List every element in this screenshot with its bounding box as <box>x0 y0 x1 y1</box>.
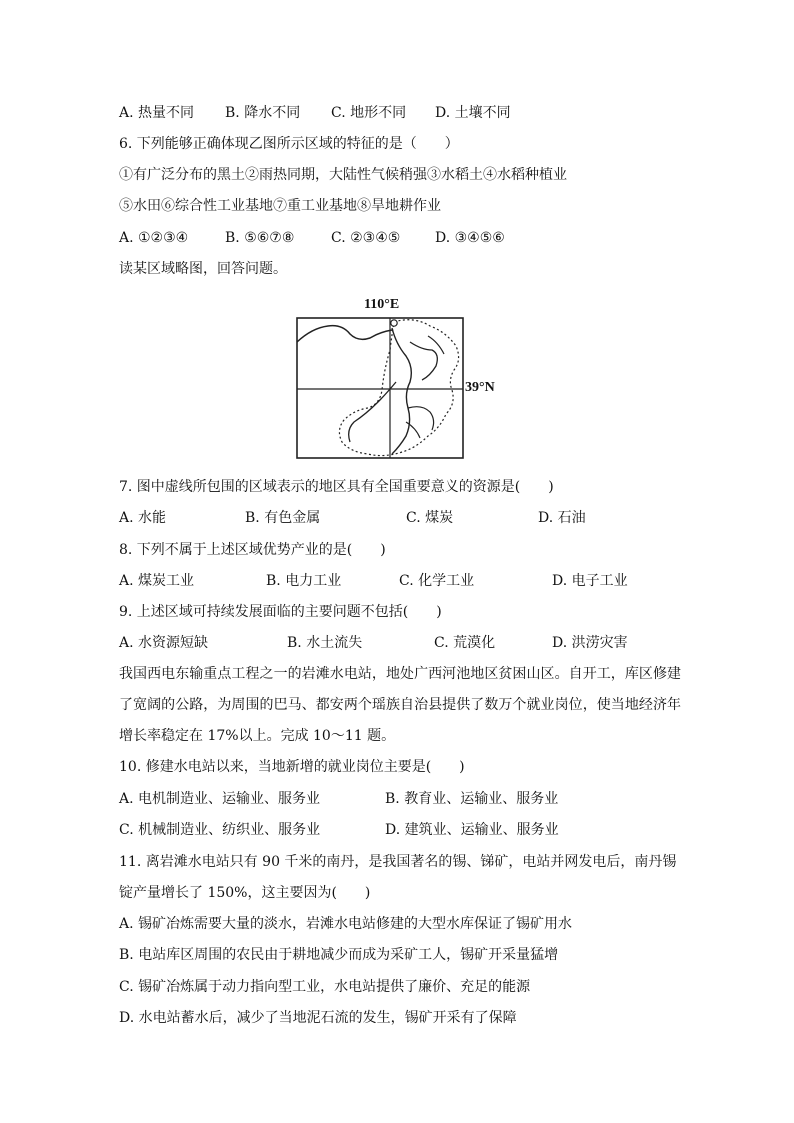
q7-stem: 7. 图中虚线所包围的区域表示的地区具有全国重要意义的资源是( ) <box>119 479 554 495</box>
q5-option-d: D. 土壤不同 <box>435 105 511 121</box>
q7-option-b: B. 有色金属 <box>245 510 321 526</box>
q6-option-c: C. ②③④⑤ <box>331 230 401 246</box>
q11-option-a: A. 锡矿冶炼需要大量的淡水，岩滩水电站修建的大型水库保证了锡矿用水 <box>119 916 573 932</box>
q7-option-a: A. 水能 <box>119 510 167 526</box>
latitude-label: 39°N <box>465 380 495 395</box>
q8-stem: 8. 下列不属于上述区域优势产业的是( ) <box>119 542 386 558</box>
q6-features-line-2: ⑤水田⑥综合性工业基地⑦重工业基地⑧旱地耕作业 <box>119 198 441 214</box>
q9-option-a: A. 水资源短缺 <box>119 635 209 651</box>
region-map-figure <box>296 298 506 460</box>
city-marker <box>391 320 397 326</box>
river-line <box>297 326 392 342</box>
q10-option-a: A. 电机制造业、运输业、服务业 <box>119 791 321 807</box>
q8-option-b: B. 电力工业 <box>266 573 342 589</box>
region-boundary <box>339 320 458 456</box>
q8-option-a: A. 煤炭工业 <box>119 573 195 589</box>
q11-option-c: C. 锡矿冶炼属于动力指向型工业，水电站提供了廉价、充足的能源 <box>119 979 531 995</box>
q9-option-c: C. 荒漠化 <box>434 635 496 651</box>
tributary-2 <box>428 336 444 354</box>
q10-option-b: B. 教育业、运输业、服务业 <box>385 791 559 807</box>
reading-passage: 我国西电东输重点工程之一的岩滩水电站，地处广西河池地区贫困山区。自开工，库区修建了宽阔的公路，为周围的巴马、都安两个瑶族自治县提供了数万个就业岗位，使当地经济年增长率稳定在 17%以上。完成 10～11 题。 <box>119 666 681 744</box>
q6-stem: 6. 下列能够正确体现乙图所示区域的特征的是（ ） <box>119 136 459 152</box>
q9-option-b: B. 水土流失 <box>287 635 363 651</box>
q11-stem-line-1: 11. 离岩滩水电站只有 90 千米的南丹，是我国著名的锡、锑矿，电站并网发电后，南丹锡 <box>119 854 677 870</box>
q8-option-c: C. 化学工业 <box>399 573 475 589</box>
tributary-4 <box>349 382 396 442</box>
q6-option-a: A. ①②③④ <box>119 230 189 246</box>
tributary-1 <box>410 342 437 380</box>
q7-option-d: D. 石油 <box>538 510 586 526</box>
q5-option-a: A. 热量不同 <box>119 105 195 121</box>
q10-option-c: C. 机械制造业、纺织业、服务业 <box>119 822 321 838</box>
map-frame <box>297 318 463 458</box>
q11-stem-line-2: 锭产量增长了 150%，这主要因为( ) <box>119 885 371 901</box>
region-map <box>296 298 506 460</box>
longitude-label: 110°E <box>364 297 400 312</box>
main-river <box>392 328 411 454</box>
q6-option-b: B. ⑤⑥⑦⑧ <box>225 230 295 246</box>
q5-option-c: C. 地形不同 <box>331 105 407 121</box>
q6-features-line-1: ①有广泛分布的黑土②雨热同期，大陆性气候稍强③水稻土④水稻种植业 <box>119 167 567 183</box>
map-intro: 读某区域略图，回答问题。 <box>119 261 287 277</box>
q11-option-d: D. 水电站蓄水后，减少了当地泥石流的发生，锡矿开采有了保障 <box>119 1010 517 1026</box>
q9-stem: 9. 上述区域可持续发展面临的主要问题不包括( ) <box>119 604 442 620</box>
q6-option-d: D. ③④⑤⑥ <box>435 230 505 246</box>
q5-option-b: B. 降水不同 <box>225 105 301 121</box>
q8-option-d: D. 电子工业 <box>552 573 628 589</box>
q9-option-d: D. 洪涝灾害 <box>552 635 628 651</box>
q10-stem: 10. 修建水电站以来，当地新增的就业岗位主要是( ) <box>119 759 465 775</box>
q7-option-c: C. 煤炭 <box>406 510 454 526</box>
q10-option-d: D. 建筑业、运输业、服务业 <box>385 822 559 838</box>
q11-option-b: B. 电站库区周围的农民由于耕地减少而成为采矿工人，锡矿开采量猛增 <box>119 947 559 963</box>
